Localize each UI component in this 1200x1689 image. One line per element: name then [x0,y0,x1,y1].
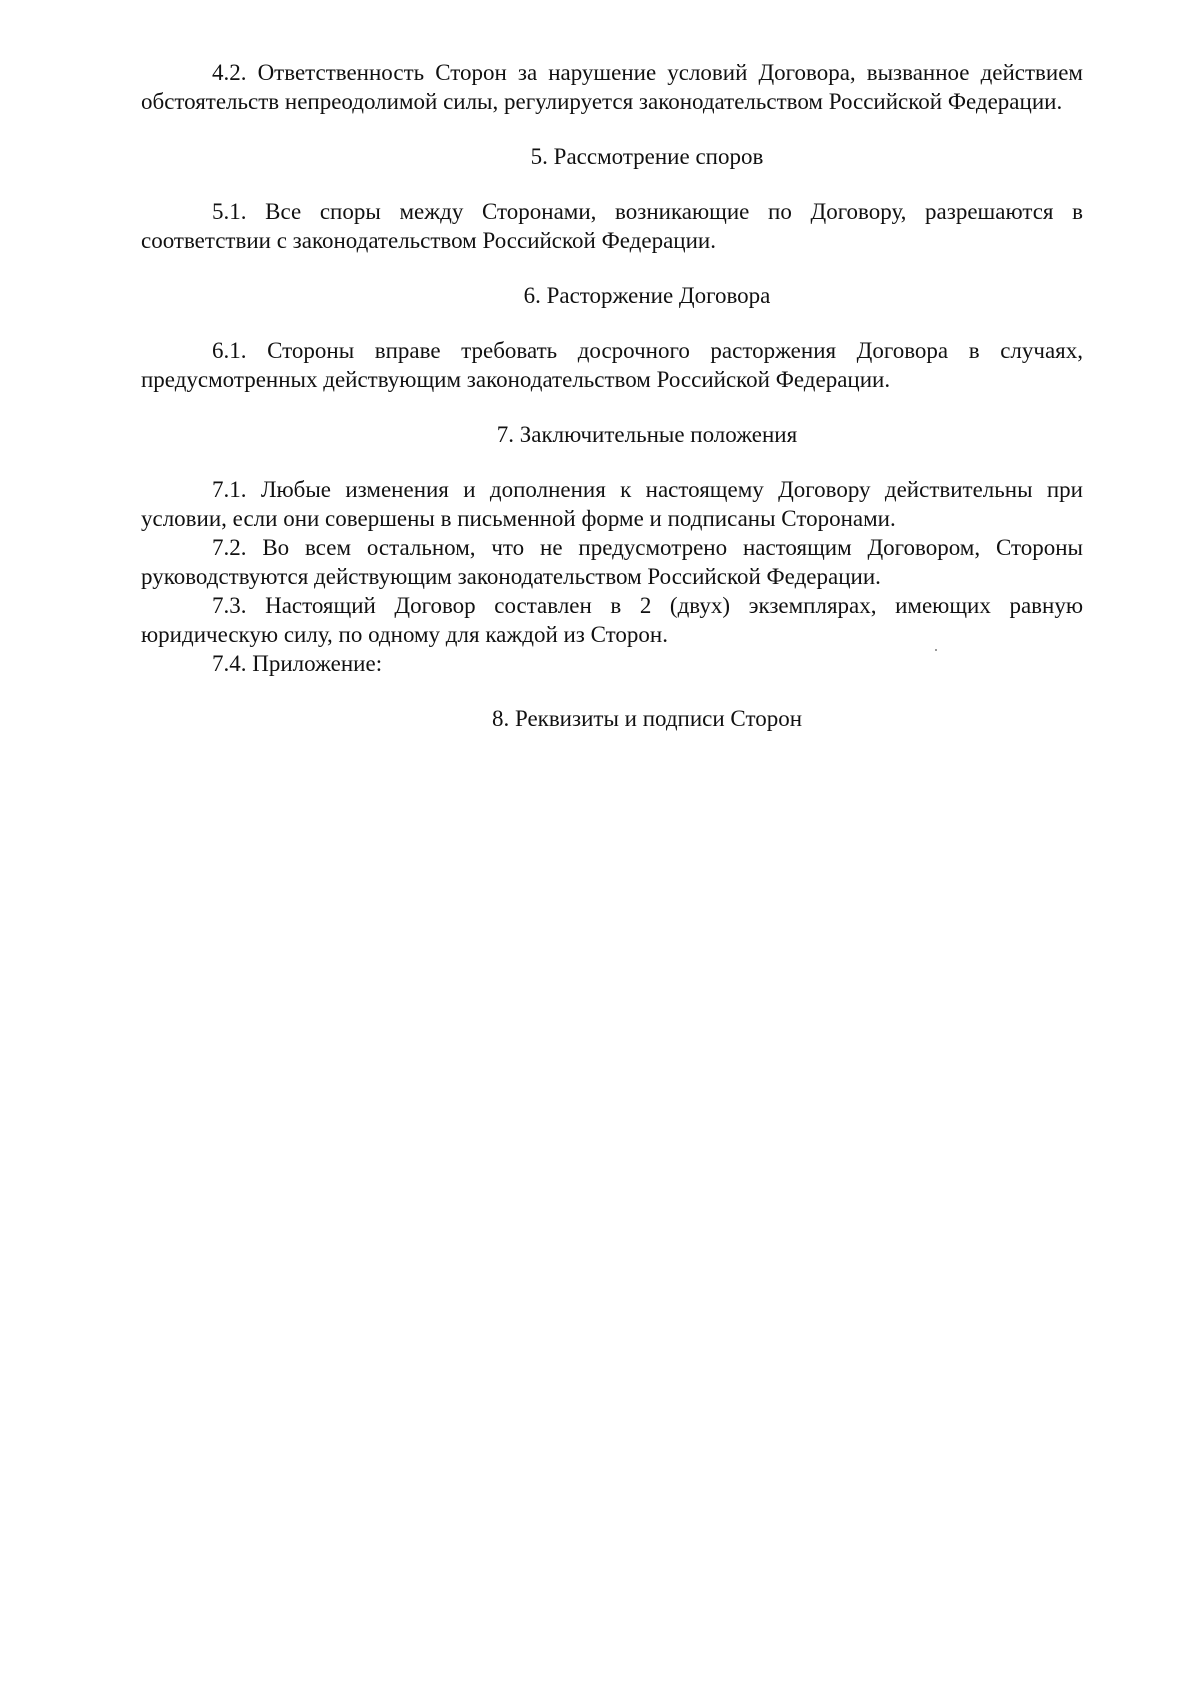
clause-5-1: 5.1. Все споры между Сторонами, возникающие по Договору, разрешаются в соответствии с законодательством Российской Федерации. [141,199,1083,253]
scan-speck [935,649,937,651]
clause-7-1: 7.1. Любые изменения и дополнения к настоящему Договору действительны при условии, если они совершены в письменной форме и подписаны Сторонами. [141,477,1083,531]
section-title-termination: 6. Расторжение Договора [523,283,771,308]
document-body [141,58,1083,733]
clause-7-4: 7.4. Приложение: [212,651,383,676]
section-title-final-provisions: 7. Заключительные положения [496,422,798,447]
clause-6-1: 6.1. Стороны вправе требовать досрочного расторжения Договора в случаях, предусмотренных действующим законодательством Российской Федерации. [141,338,1083,392]
clause-7-3: 7.3. Настоящий Договор составлен в 2 (двух) экземплярах, имеющих равную юридическую силу, по одному для каждой из Сторон. [141,593,1083,647]
clause-4-2: 4.2. Ответственность Сторон за нарушение условий Договора, вызванное действием обстоятельств непреодолимой силы, регулируется законодательством Российской Федерации. [141,60,1083,114]
section-title-disputes: 5. Рассмотрение споров [530,144,764,169]
section-title-requisites: 8. Реквизиты и подписи Сторон [491,706,803,731]
clause-7-2: 7.2. Во всем остальном, что не предусмотрено настоящим Договором, Стороны руководствуются действующим законодательством Российской Федерации. [141,535,1083,589]
